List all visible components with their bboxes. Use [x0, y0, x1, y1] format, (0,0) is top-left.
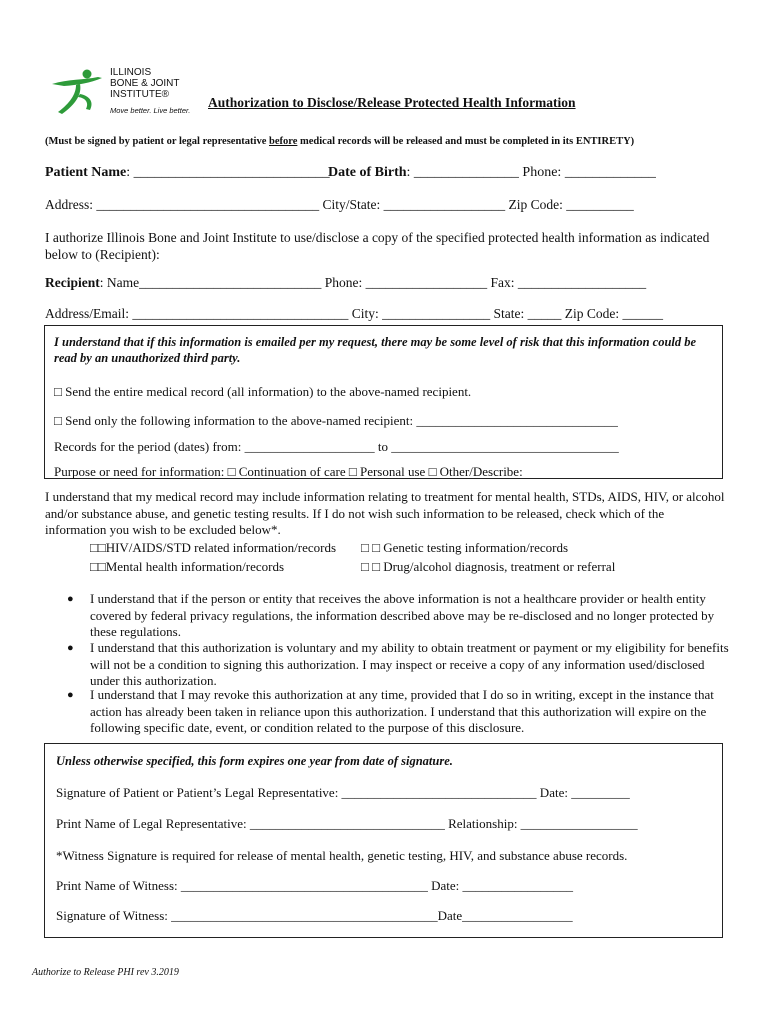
logo-line-1: ILLINOIS: [110, 67, 152, 78]
instruction-suffix: medical records will be released and must be completed in its ENTIRETY): [297, 136, 635, 147]
exclude-drug-option[interactable]: □ □ Drug/alcohol diagnosis, treatment or referral: [361, 559, 616, 574]
dob-phone-field[interactable]: : _______________ Phone: _____________: [406, 165, 656, 180]
patient-name-label: Patient Name: [45, 165, 127, 180]
option-specific-info[interactable]: □ Send only the following information to the above-named recipient: _______________________________: [54, 413, 618, 428]
recipient-label: Recipient: [45, 275, 100, 290]
signature-box: [44, 743, 723, 938]
footer-revision: Authorize to Release PHI rev 3.2019: [32, 967, 179, 978]
bullet-icon: ●: [67, 642, 74, 654]
bullet-icon: ●: [67, 593, 74, 605]
witness-requirement-note: *Witness Signature is required for release of mental health, genetic testing, HIV, and substance abuse records.: [56, 848, 628, 863]
exclude-genetic-option[interactable]: □ □ Genetic testing information/records: [361, 540, 569, 555]
page-title: Authorization to Disclose/Release Protected Health Information: [208, 95, 576, 110]
patient-signature-row[interactable]: Signature of Patient or Patient’s Legal Representative: ______________________________ Date: _________: [56, 785, 630, 800]
bullet-text-voluntary: I understand that this authorization is voluntary and my ability to obtain treatment or payment or my eligibility for benefits will not be a condition to signing this authorization. I may inspect or receive a copy of any information used/disclosed under this authorization.: [90, 640, 729, 688]
expiration-note: Unless otherwise specified, this form expires one year from date of signature.: [56, 754, 453, 768]
logo-tagline: Move better. Live better.: [110, 106, 191, 115]
logo: [50, 66, 210, 118]
exclude-mental-option[interactable]: □□Mental health information/records: [90, 559, 285, 574]
instruction-line: [45, 136, 634, 147]
recipient-fields[interactable]: : Name___________________________ Phone: __________________ Fax: ___________________: [99, 275, 647, 290]
option-entire-record[interactable]: □ Send the entire medical record (all information) to the above-named recipient.: [54, 384, 472, 399]
purpose-row[interactable]: Purpose or need for information: □ Continuation of care □ Personal use □ Other/Describe:: [54, 464, 523, 479]
patient-address-row[interactable]: Address: _________________________________ City/State: __________________ Zip Code: __________: [45, 197, 634, 212]
witness-signature-row[interactable]: Signature of Witness: _________________________________________Date_________________: [56, 908, 573, 923]
exclude-hiv-option[interactable]: □□HIV/AIDS/STD related information/records: [90, 540, 337, 555]
authorize-paragraph: I authorize Illinois Bone and Joint Institute to use/disclose a copy of the specified protected health information as indicated below to (Recipient):: [45, 230, 710, 262]
records-period-row[interactable]: Records for the period (dates) from: ____________________ to ___________________________________: [54, 439, 619, 454]
bullet-text-revoke: I understand that I may revoke this authorization at any time, provided that I do so in writing, except in the instance that action has already been taken in reliance upon this authorization. I understand that this authorization will expire on the following specific date, event, or condition related to the purpose of this disclosure.: [90, 687, 714, 735]
sensitive-info-paragraph: I understand that my medical record may include information relating to treatment for mental health, STDs, AIDS, HIV, or alcohol and/or substance abuse, and genetic testing results. If I do not wish such information to be released, check which of the information you wish to be excluded below*.: [45, 489, 725, 537]
patient-name-field[interactable]: : ____________________________: [126, 165, 330, 180]
patient-name-row[interactable]: [45, 165, 330, 181]
instruction-emphasis: before: [269, 136, 298, 147]
bullet-icon: ●: [67, 689, 74, 701]
logo-line-2: BONE & JOINT: [110, 78, 180, 89]
witness-print-row[interactable]: Print Name of Witness: ______________________________________ Date: _________________: [56, 878, 574, 893]
instruction-prefix: (Must be signed by patient or legal representative: [45, 136, 269, 147]
dob-phone-row[interactable]: [328, 165, 656, 181]
logo-figure-icon: [50, 66, 110, 118]
bullet-text-redisclosure: I understand that if the person or entity that receives the above information is not a healthcare provider or health entity covered by federal privacy regulations, the information described above may be re-disclosed and no longer protected by these regulations.: [90, 591, 715, 639]
dob-label: Date of Birth: [328, 165, 407, 180]
recipient-address-row[interactable]: Address/Email: ________________________________ City: ________________ State: _____ Zip Code: ______: [45, 306, 663, 321]
recipient-row[interactable]: [45, 275, 646, 291]
email-risk-warning: I understand that if this information is emailed per my request, there may be some level of risk that this information could be read by an unauthorized third party.: [54, 335, 697, 365]
logo-line-3: INSTITUTE®: [110, 89, 170, 100]
disclosure-options-box: [44, 325, 723, 479]
legal-rep-row[interactable]: Print Name of Legal Representative: ______________________________ Relationship: __________________: [56, 816, 638, 831]
